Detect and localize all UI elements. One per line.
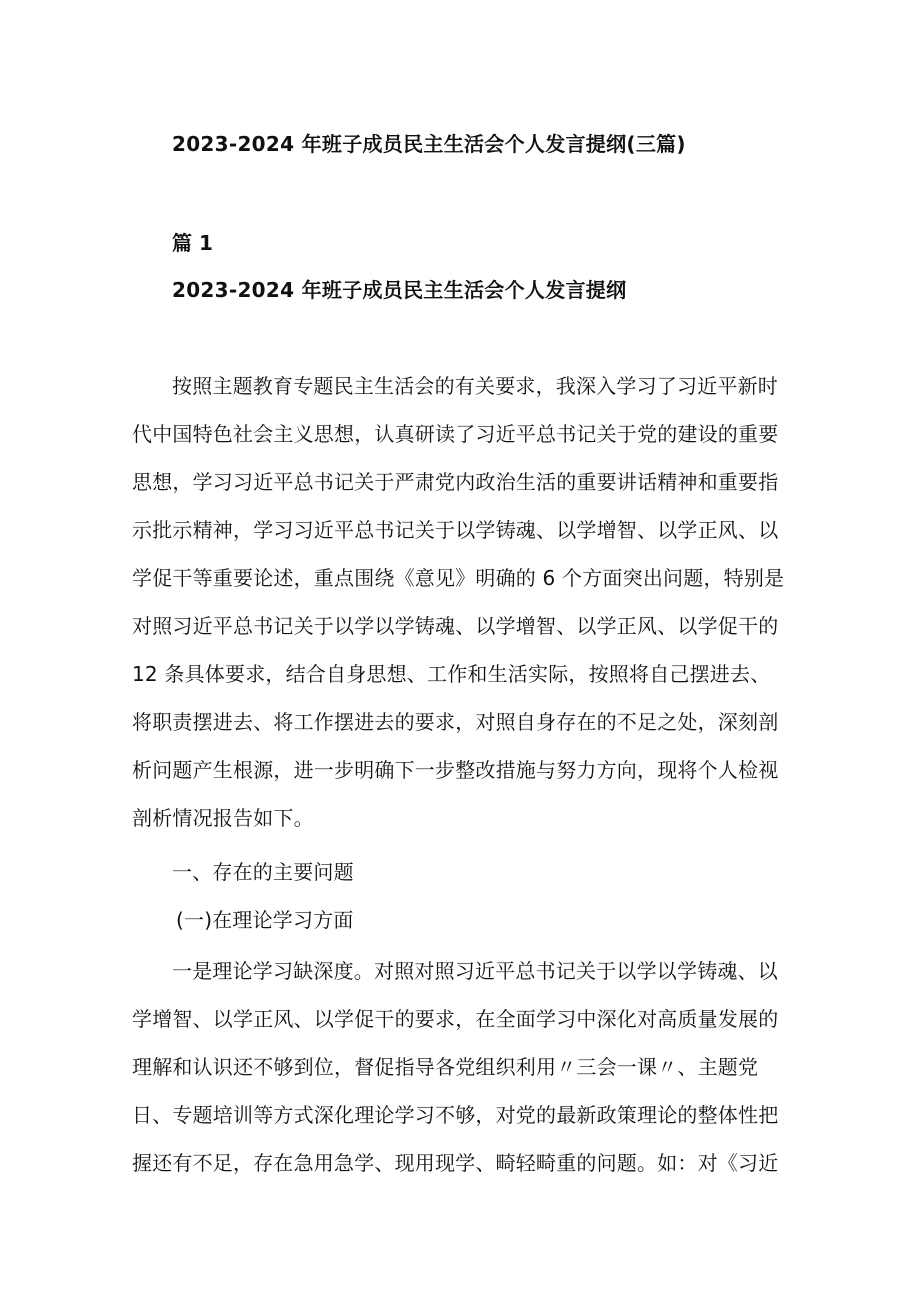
paragraph-line: 一是理论学习缺深度。对照对照习近平总书记关于以学以学铸魂、以 — [172, 959, 778, 983]
paragraph-line: 析问题产生根源，进一步明确下一步整改措施与努力方向，现将个人检视 — [132, 758, 779, 782]
paragraph-line: 按照主题教育专题民主生活会的有关要求，我深入学习了习近平新时 — [172, 374, 778, 398]
section-label: 篇 1 — [172, 231, 213, 255]
paragraph-line: 学增智、以学正风、以学促干的要求，在全面学习中深化对高质量发展的 — [132, 1007, 779, 1031]
heading-theory-study: (一)在理论学习方面 — [176, 908, 354, 932]
paragraph-line: 学促干等重要论述，重点围绕《意见》明确的 6 个方面突出问题，特别是 — [132, 566, 785, 590]
paragraph-line: 将职责摆进去、将工作摆进去的要求，对照自身存在的不足之处，深刻剖 — [132, 710, 779, 734]
heading-main-problems: 一、存在的主要问题 — [172, 860, 354, 884]
paragraph-line: 思想，学习习近平总书记关于严肃党内政治生活的重要讲话精神和重要指 — [132, 470, 779, 494]
paragraph-line: 12 条具体要求，结合自身思想、工作和生活实际，按照将自己摆进去、 — [132, 662, 771, 686]
paragraph-line: 对照习近平总书记关于以学以学铸魂、以学增智、以学正风、以学促干的 — [132, 614, 779, 638]
paragraph-line: 剖析情况报告如下。 — [132, 806, 314, 830]
paragraph-line: 握还有不足，存在急用急学、现用现学、畸轻畸重的问题。如：对《习近 — [132, 1151, 779, 1175]
paragraph-line: 示批示精神，学习习近平总书记关于以学铸魂、以学增智、以学正风、以 — [132, 518, 779, 542]
document-subtitle: 2023-2024 年班子成员民主生活会个人发言提纲 — [172, 278, 627, 302]
paragraph-line: 代中国特色社会主义思想，认真研读了习近平总书记关于党的建设的重要 — [132, 422, 779, 446]
paragraph-line: 日、专题培训等方式深化理论学习不够，对党的最新政策理论的整体性把 — [132, 1103, 779, 1127]
document-title: 2023-2024 年班子成员民主生活会个人发言提纲(三篇) — [172, 132, 686, 156]
paragraph-line: 理解和认识还不够到位，督促指导各党组织利用〃三会一课〃、主题党 — [132, 1055, 759, 1079]
